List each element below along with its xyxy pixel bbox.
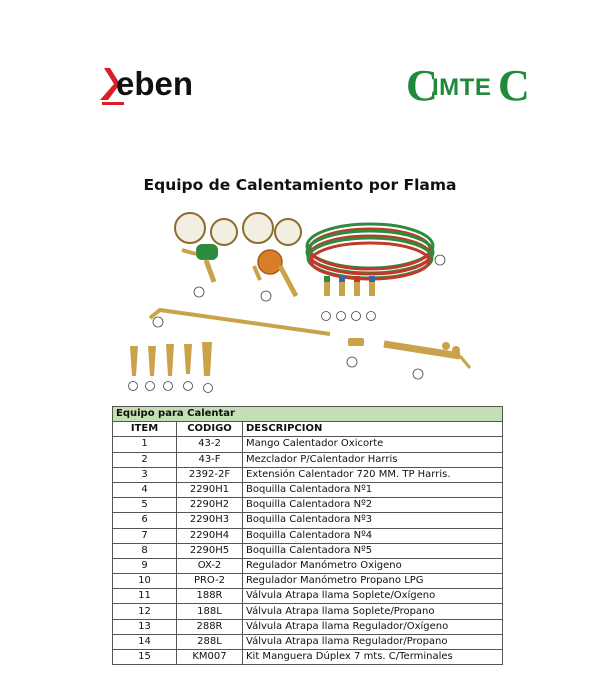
codigo-cell: 43-F [177, 452, 243, 467]
item-cell: 15 [113, 650, 177, 665]
codigo-cell: PRO-2 [177, 574, 243, 589]
codigo-cell: 2290H2 [177, 498, 243, 513]
item-cell: 5 [113, 498, 177, 513]
descripcion-cell: Boquilla Calentadora Nº1 [243, 482, 503, 497]
codigo-cell: 2290H3 [177, 513, 243, 528]
hose-coil [307, 224, 433, 279]
header-descripcion: DESCRIPCION [243, 422, 503, 437]
descripcion-cell: Válvula Atrapa llama Regulador/Oxígeno [243, 619, 503, 634]
keben-logo-text: eben [116, 65, 194, 102]
item-cell: 8 [113, 543, 177, 558]
item-cell: 3 [113, 467, 177, 482]
table-row [113, 619, 503, 634]
table-row [113, 467, 503, 482]
descripcion-cell: Boquilla Calentadora Nº4 [243, 528, 503, 543]
item-cell: 9 [113, 558, 177, 573]
item-cell: 12 [113, 604, 177, 619]
item-cell: 14 [113, 634, 177, 649]
heating-tips [130, 342, 212, 376]
item-cell: 7 [113, 528, 177, 543]
table-section-title-row [113, 407, 503, 422]
descripcion-cell: Mezclador P/Calentador Harris [243, 452, 503, 467]
table-row [113, 558, 503, 573]
descripcion-cell: Boquilla Calentadora Nº3 [243, 513, 503, 528]
codigo-cell: 188L [177, 604, 243, 619]
descripcion-cell: Regulador Manómetro Propano LPG [243, 574, 503, 589]
codigo-cell: 2290H1 [177, 482, 243, 497]
propane-regulator [243, 213, 301, 296]
cimtec-logo-text: IMTE [432, 74, 492, 101]
descripcion-cell: Válvula Atrapa llama Soplete/Oxígeno [243, 589, 503, 604]
cimtec-logo-c-left: C [406, 61, 438, 110]
table-row [113, 513, 503, 528]
codigo-cell: 43-2 [177, 437, 243, 452]
item-cell: 10 [113, 574, 177, 589]
mixer [348, 338, 364, 346]
keben-logo [100, 66, 224, 106]
codigo-cell: 188R [177, 589, 243, 604]
descripcion-cell: Válvula Atrapa llama Regulador/Propano [243, 634, 503, 649]
item-cell: 4 [113, 482, 177, 497]
codigo-cell: 2290H5 [177, 543, 243, 558]
table-row [113, 452, 503, 467]
header-item: ITEM [113, 422, 177, 437]
codigo-cell: 288L [177, 634, 243, 649]
codigo-cell: KM007 [177, 650, 243, 665]
codigo-cell: 288R [177, 619, 243, 634]
product-illustration [120, 206, 490, 402]
header-codigo: CODIGO [177, 422, 243, 437]
descripcion-cell: Mango Calentador Oxicorte [243, 437, 503, 452]
cimtec-logo-c-right: C [498, 61, 530, 110]
oxygen-regulator [175, 213, 237, 282]
codigo-cell: 2392-2F [177, 467, 243, 482]
item-cell: 13 [113, 619, 177, 634]
page-title: Equipo de Calentamiento por Flama [143, 176, 457, 194]
table-row [113, 574, 503, 589]
codigo-cell: OX-2 [177, 558, 243, 573]
equipment-table [112, 406, 503, 665]
table-row [113, 634, 503, 649]
item-cell: 1 [113, 437, 177, 452]
table-body [113, 437, 503, 665]
descripcion-cell: Extensión Calentador 720 MM. TP Harris. [243, 467, 503, 482]
table-row [113, 528, 503, 543]
table-row [113, 543, 503, 558]
cimtec-logo [404, 61, 530, 110]
item-cell: 6 [113, 513, 177, 528]
descripcion-cell: Kit Manguera Dúplex 7 mts. C/Terminales [243, 650, 503, 665]
table-header-row [113, 422, 503, 437]
table-row [113, 498, 503, 513]
descripcion-cell: Válvula Atrapa llama Soplete/Propano [243, 604, 503, 619]
item-cell: 2 [113, 452, 177, 467]
descripcion-cell: Boquilla Calentadora Nº5 [243, 543, 503, 558]
table-section-title: Equipo para Calentar [113, 407, 503, 422]
table-row [113, 604, 503, 619]
torch-handle [384, 342, 470, 368]
item-cell: 11 [113, 589, 177, 604]
descripcion-cell: Regulador Manómetro Oxigeno [243, 558, 503, 573]
table-row [113, 589, 503, 604]
table-row [113, 482, 503, 497]
table-row [113, 437, 503, 452]
heating-extension [150, 310, 330, 334]
codigo-cell: 2290H4 [177, 528, 243, 543]
table-row [113, 650, 503, 665]
descripcion-cell: Boquilla Calentadora Nº2 [243, 498, 503, 513]
